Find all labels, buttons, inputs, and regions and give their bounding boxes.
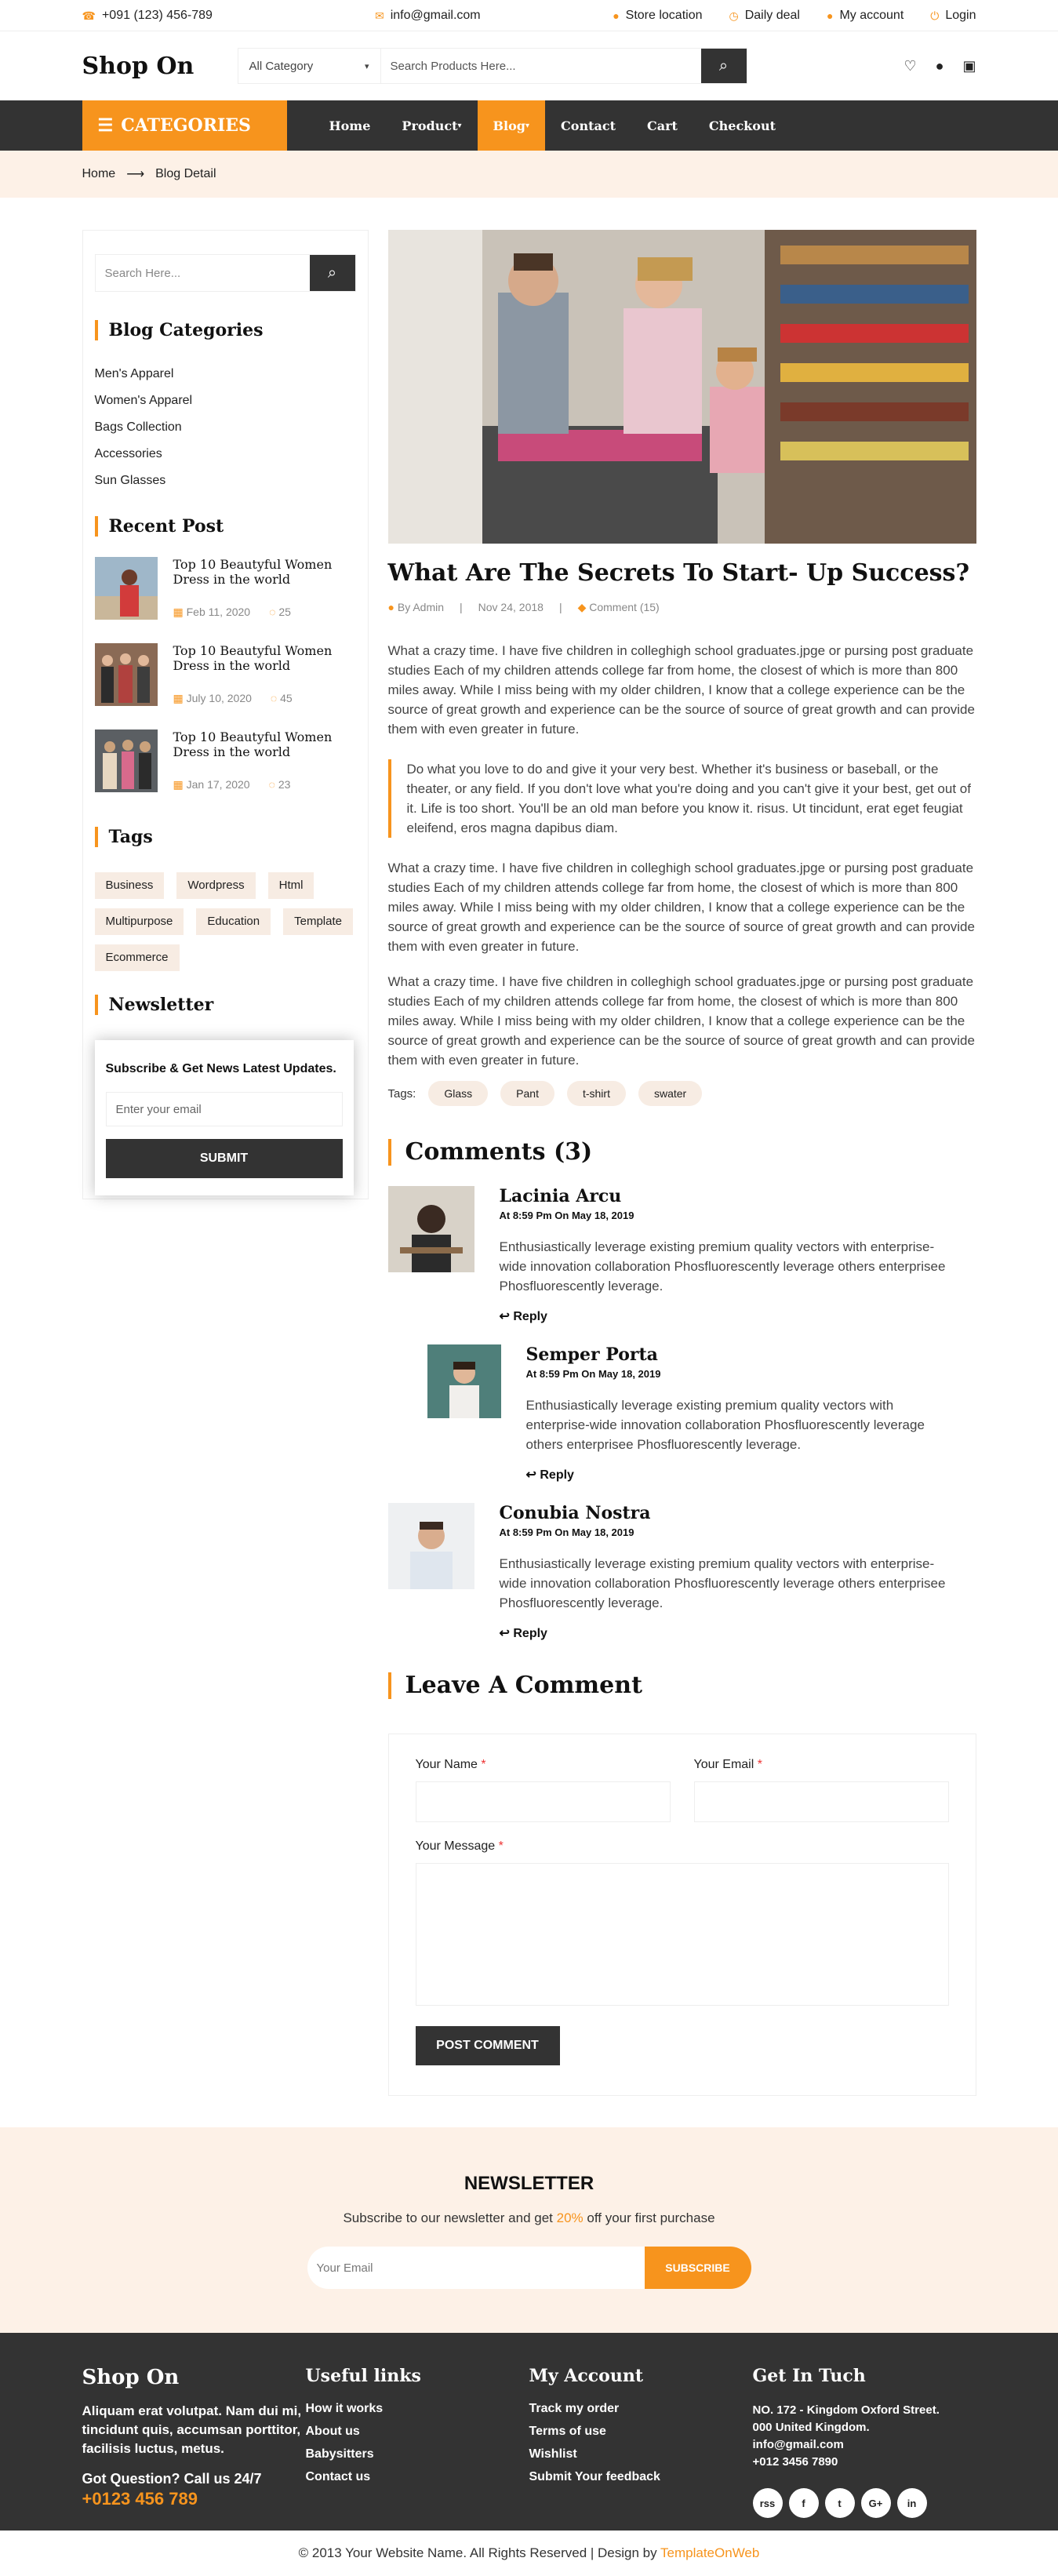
post-comments-text: Comment (15) bbox=[589, 601, 660, 613]
divider: | bbox=[558, 601, 562, 613]
recent-post-comment-count: 45 bbox=[280, 692, 293, 704]
sidebar-newsletter-submit[interactable]: SUBMIT bbox=[106, 1139, 343, 1178]
newsletter-email-input[interactable]: Your Email bbox=[307, 2247, 645, 2289]
post-author-text: By Admin bbox=[397, 601, 444, 613]
phone-text: +091 (123) 456-789 bbox=[101, 9, 213, 22]
calendar-icon: ▦ bbox=[173, 606, 184, 618]
post-paragraph: What a crazy time. I have five children in colleghigh school graduates.jpge or pursing post graduate studies Each of my children attends college far from home, the closest of which is more than 800 miles away. While I miss being with my older children, I know that a college experience can be the source of great growth and experience can be the source of source of great growth and can provide them with even greater in future. bbox=[387, 643, 975, 737]
leave-comment-title: Leave A Comment bbox=[388, 1672, 976, 1699]
recent-post-date bbox=[173, 778, 250, 791]
message-label-text: Your Message bbox=[415, 1839, 496, 1853]
useful-links-title: Useful links bbox=[305, 2366, 421, 2386]
comment-icon: ◌ bbox=[270, 692, 278, 704]
envelope-icon: ✉ bbox=[374, 9, 384, 22]
comment-text: Enthusiastically leverage existing premium quality vectors with enterprise-wide innovation collaboration Phosfluorescently leverage others enterprisee Phosfluorescently leverage. bbox=[499, 1239, 946, 1293]
newsletter-text bbox=[0, 2210, 1058, 2226]
recent-post-date bbox=[173, 692, 252, 705]
footer-phone[interactable]: +0123 456 789 bbox=[82, 2489, 198, 2509]
avatar bbox=[388, 1503, 474, 1589]
comment-author: Conubia Nostra bbox=[499, 1503, 651, 1523]
footer-link[interactable]: Contact us bbox=[305, 2470, 371, 2483]
recent-post-comment-count: 23 bbox=[278, 778, 291, 791]
search-icon: ⌕ bbox=[718, 56, 729, 75]
email-text: info@gmail.com bbox=[390, 9, 481, 22]
daily-deal-label: Daily deal bbox=[744, 9, 800, 22]
sidebar-search-button[interactable] bbox=[310, 255, 355, 291]
heart-icon[interactable]: ♡ bbox=[903, 57, 917, 74]
login-label: Login bbox=[945, 9, 976, 22]
sidebar-category[interactable]: Men's Apparel bbox=[94, 367, 174, 380]
search-icon: ⌕ bbox=[327, 264, 337, 282]
post-tag[interactable]: Pant bbox=[500, 1081, 554, 1106]
breadcrumb bbox=[0, 151, 1058, 198]
recent-post-comments bbox=[271, 692, 293, 705]
recent-post-title[interactable]: Top 10 Beautyful Women Dress in the world bbox=[173, 643, 333, 673]
newsletter-title: Newsletter bbox=[95, 995, 356, 1015]
newsletter-heading: NEWSLETTER bbox=[464, 2173, 594, 2194]
sidebar-search bbox=[95, 254, 356, 292]
recent-post-comments bbox=[269, 778, 291, 791]
top-bar bbox=[0, 0, 1058, 31]
comment-date: At 8:59 Pm On May 18, 2019 bbox=[499, 1210, 634, 1221]
sidebar-category[interactable]: Bags Collection bbox=[94, 420, 182, 434]
footer-link[interactable]: Track my order bbox=[529, 2402, 620, 2415]
arrow-right-icon: ⟶ bbox=[126, 168, 145, 181]
newsletter-section bbox=[0, 2127, 1058, 2333]
recent-post-thumb bbox=[95, 557, 158, 620]
my-account-label: My account bbox=[839, 9, 904, 22]
post-comments bbox=[578, 601, 660, 614]
recent-post-date-text: Jan 17, 2020 bbox=[186, 778, 250, 791]
avatar bbox=[388, 1186, 474, 1272]
recent-post[interactable] bbox=[95, 643, 356, 709]
footer-address bbox=[753, 2402, 976, 2471]
newsletter-text-after: off your first purchase bbox=[583, 2210, 715, 2225]
reply-button[interactable] bbox=[500, 1625, 954, 1641]
recent-post-date-text: Feb 11, 2020 bbox=[186, 606, 251, 618]
footer-email[interactable]: info@gmail.com bbox=[752, 2438, 844, 2451]
caret-down-icon: ▾ bbox=[525, 121, 530, 130]
recent-post[interactable] bbox=[95, 557, 356, 623]
post-meta bbox=[388, 601, 976, 614]
power-icon: ⏻ bbox=[930, 9, 940, 22]
post-hero-image bbox=[388, 230, 976, 544]
subscribe-button[interactable]: SUBSCRIBE bbox=[645, 2247, 751, 2289]
reply-button[interactable] bbox=[500, 1308, 954, 1324]
category-select[interactable] bbox=[238, 49, 381, 83]
recent-post-date-text: July 10, 2020 bbox=[186, 692, 252, 704]
divider: | bbox=[460, 601, 463, 613]
post-tag[interactable]: Glass bbox=[428, 1081, 488, 1106]
required-mark: * bbox=[481, 1758, 486, 1771]
tag-link[interactable]: Template bbox=[283, 908, 353, 935]
social-links bbox=[753, 2488, 976, 2518]
menu-icon: ☰ bbox=[97, 115, 114, 136]
footer-link[interactable]: About us bbox=[305, 2425, 360, 2438]
nav-blog-label: Blog bbox=[493, 118, 525, 133]
comment-author: Semper Porta bbox=[525, 1344, 658, 1365]
search-button[interactable] bbox=[701, 49, 747, 83]
footer-link[interactable]: Terms of use bbox=[529, 2425, 606, 2438]
header bbox=[0, 31, 1058, 100]
comment-item bbox=[388, 1503, 976, 1641]
calendar-icon: ▦ bbox=[173, 778, 184, 791]
message-field[interactable] bbox=[416, 1863, 949, 2006]
copyright-brand-link[interactable]: TemplateOnWeb bbox=[660, 2545, 760, 2560]
sidebar-category[interactable]: Sun Glasses bbox=[94, 474, 166, 487]
copyright-text: © 2013 Your Website Name. All Rights Reserved | Design by bbox=[298, 2545, 661, 2560]
rss-icon[interactable]: rss bbox=[753, 2488, 783, 2518]
product-search bbox=[238, 48, 747, 84]
post-paragraph: What a crazy time. I have five children in colleghigh school graduates.jpge or pursing post graduate studies Each of my children attends college far from home, the closest of which is more than 800 miles away. While I miss being with my older children, I know that a college experience can be the source of great growth and experience can be the source of source of great growth and can provide them with even greater in future. bbox=[387, 860, 975, 954]
recent-post-title[interactable]: Top 10 Beautyful Women Dress in the world bbox=[173, 557, 333, 587]
store-location-link[interactable] bbox=[613, 9, 702, 23]
category-select-value: All Category bbox=[249, 59, 314, 73]
tag-link[interactable]: Multipurpose bbox=[95, 908, 184, 935]
reply-label: Reply bbox=[513, 1627, 547, 1640]
email-field[interactable] bbox=[694, 1781, 949, 1822]
reply-icon: ↩ bbox=[499, 1310, 510, 1323]
breadcrumb-home[interactable]: Home bbox=[82, 167, 116, 180]
recent-post-comments bbox=[269, 606, 291, 619]
recent-post-title: Recent Post bbox=[95, 516, 356, 537]
sidebar-search-input[interactable]: Search Here... bbox=[104, 266, 181, 280]
post-tag[interactable]: t-shirt bbox=[567, 1081, 626, 1106]
comment-author: Lacinia Arcu bbox=[499, 1186, 622, 1206]
phone-info bbox=[82, 9, 213, 23]
reply-button[interactable] bbox=[526, 1467, 926, 1483]
post-tag[interactable]: swater bbox=[638, 1081, 702, 1106]
name-label-text: Your Name bbox=[415, 1758, 478, 1771]
daily-deal-link[interactable] bbox=[729, 9, 800, 23]
email-label-text: Your Email bbox=[693, 1758, 754, 1771]
comment-text: Enthusiastically leverage existing premium quality vectors with enterprise-wide innovation collaboration Phosfluorescently leverage others enterprisee Phosfluorescently leverage. bbox=[499, 1556, 946, 1610]
tag-link[interactable]: Wordpress bbox=[176, 872, 255, 899]
categories-label: CATEGORIES bbox=[121, 115, 251, 136]
name-label bbox=[416, 1758, 671, 1772]
footer bbox=[0, 2333, 1058, 2531]
twitter-icon[interactable]: t bbox=[825, 2488, 855, 2518]
footer-link[interactable]: Submit Your feedback bbox=[529, 2470, 660, 2483]
sidebar-category[interactable]: Women's Apparel bbox=[94, 394, 193, 407]
tag-link[interactable]: Business bbox=[95, 872, 165, 899]
footer-logo[interactable]: Shop On bbox=[82, 2366, 180, 2389]
main-nav bbox=[0, 100, 1058, 151]
breadcrumb-current: Blog Detail bbox=[155, 167, 216, 180]
chevron-down-icon: ▾ bbox=[364, 61, 369, 71]
nav-cart[interactable]: Cart bbox=[646, 118, 678, 133]
footer-link[interactable]: How it works bbox=[305, 2402, 384, 2415]
email-info bbox=[375, 9, 481, 23]
comments-title: Comments (3) bbox=[388, 1139, 976, 1166]
email-label bbox=[694, 1758, 949, 1772]
caret-down-icon: ▾ bbox=[457, 121, 462, 130]
post-quote: Do what you love to do and give it your very best. Whether it's business or baseball, or the theater, or any field. If you don't love what you're doing and you can't give it your best, get out of it. Life is too short. You'll be an old man before you know it. risus. Ut tincidunt, erat eget feugiat eleifend, eros magna dapibus diam. bbox=[388, 759, 976, 838]
tag-link[interactable]: Ecommerce bbox=[95, 944, 180, 971]
post-comment-button[interactable]: POST COMMENT bbox=[416, 2026, 560, 2065]
tags-title: Tags bbox=[95, 827, 356, 847]
facebook-icon[interactable]: f bbox=[789, 2488, 819, 2518]
address-line: NO. 172 - Kingdom Oxford Street. bbox=[752, 2403, 940, 2417]
post-date: Nov 24, 2018 bbox=[478, 601, 544, 613]
comment-date: At 8:59 Pm On May 18, 2019 bbox=[499, 1526, 634, 1538]
comment-item bbox=[427, 1344, 976, 1483]
footer-link[interactable]: Wishlist bbox=[529, 2447, 577, 2461]
store-location-label: Store location bbox=[625, 9, 703, 22]
post-title: What Are The Secrets To Start- Up Success? bbox=[387, 559, 970, 587]
name-field[interactable] bbox=[416, 1781, 671, 1822]
comment-date: At 8:59 Pm On May 18, 2019 bbox=[525, 1368, 661, 1380]
footer-contact-phone[interactable]: +012 3456 7890 bbox=[752, 2455, 838, 2469]
tag-link[interactable]: Html bbox=[268, 872, 314, 899]
logo[interactable]: Shop On bbox=[82, 52, 195, 80]
clock-icon: ◷ bbox=[729, 9, 739, 22]
search-input[interactable]: Search Products Here... bbox=[390, 59, 516, 73]
tag-link[interactable]: Education bbox=[196, 908, 271, 935]
comment-icon: ◆ bbox=[577, 601, 587, 613]
recent-post-thumb bbox=[95, 730, 158, 792]
recent-post-thumb bbox=[95, 643, 158, 706]
post-tags-label: Tags: bbox=[387, 1086, 416, 1101]
footer-link[interactable]: Babysitters bbox=[305, 2447, 374, 2461]
message-label bbox=[416, 1839, 949, 1854]
headset-icon: ☎ bbox=[82, 9, 96, 22]
post-author bbox=[388, 601, 445, 614]
bag-icon[interactable]: ▣ bbox=[962, 57, 976, 74]
get-in-touch-title: Get In Tuch bbox=[752, 2366, 866, 2386]
avatar bbox=[427, 1344, 501, 1418]
nav-home[interactable]: Home bbox=[329, 118, 371, 133]
categories-button[interactable] bbox=[82, 100, 287, 151]
reply-icon: ↩ bbox=[499, 1627, 510, 1640]
my-account-link[interactable] bbox=[827, 9, 903, 23]
nav-checkout[interactable]: Checkout bbox=[708, 118, 776, 133]
footer-description: Aliquam erat volutpat. Nam dui mi, tincidunt quis, accumsan porttitor, facilisis luctus, metus. bbox=[82, 2403, 302, 2456]
sidebar-newsletter bbox=[95, 1040, 354, 1195]
reply-icon: ↩ bbox=[525, 1468, 536, 1482]
user-icon: ● bbox=[387, 601, 394, 613]
required-mark: * bbox=[757, 1758, 762, 1771]
reply-label: Reply bbox=[540, 1468, 574, 1482]
nav-contact[interactable]: Contact bbox=[561, 118, 616, 133]
recent-post-comment-count: 25 bbox=[278, 606, 291, 618]
linkedin-icon[interactable]: in bbox=[897, 2488, 927, 2518]
copyright bbox=[0, 2531, 1058, 2576]
recent-post[interactable] bbox=[95, 730, 356, 795]
address-line: 000 United Kingdom. bbox=[752, 2421, 870, 2434]
comment-icon: ◌ bbox=[268, 778, 275, 791]
my-account-title: My Account bbox=[529, 2366, 643, 2386]
user-icon[interactable]: ● bbox=[935, 57, 944, 74]
comment-form bbox=[388, 1734, 976, 2096]
comment-item bbox=[388, 1186, 976, 1324]
recent-post-title[interactable]: Top 10 Beautyful Women Dress in the world bbox=[173, 730, 333, 759]
comment-text: Enthusiastically leverage existing premium quality vectors with enterprise-wide innovation collaboration Phosfluorescently leverage others enterprisee Phosfluorescently leverage. bbox=[525, 1398, 925, 1452]
map-pin-icon: ● bbox=[613, 9, 620, 22]
comment-icon: ◌ bbox=[269, 606, 276, 618]
sidebar bbox=[82, 230, 369, 1199]
nav-blog[interactable] bbox=[478, 100, 546, 151]
sidebar-category[interactable]: Accessories bbox=[94, 447, 162, 460]
sidebar-newsletter-email[interactable]: Enter your email bbox=[106, 1092, 343, 1126]
sidebar-newsletter-text: Subscribe & Get News Latest Updates. bbox=[105, 1062, 336, 1075]
user-icon: ● bbox=[826, 9, 834, 22]
recent-post-date bbox=[173, 606, 251, 619]
post-tags bbox=[388, 1081, 976, 1106]
newsletter-highlight: 20% bbox=[556, 2210, 584, 2225]
login-link[interactable] bbox=[930, 9, 976, 23]
newsletter-text-before: Subscribe to our newsletter and get bbox=[343, 2210, 557, 2225]
post-paragraph: What a crazy time. I have five children in colleghigh school graduates.jpge or pursing post graduate studies Each of my children attends college far from home, the closest of which is more than 800 miles away. While I miss being with my older children, I know that a college experience can be the source of great growth and experience can be the source of source of great growth and can provide them with even greater in future. bbox=[387, 974, 975, 1068]
google-plus-icon[interactable]: G+ bbox=[861, 2488, 891, 2518]
blog-categories-title: Blog Categories bbox=[95, 320, 356, 340]
required-mark: * bbox=[498, 1839, 504, 1853]
nav-product-label: Product bbox=[402, 118, 458, 133]
post-content bbox=[388, 230, 976, 2096]
footer-question: Got Question? Call us 24/7 bbox=[82, 2471, 262, 2487]
reply-label: Reply bbox=[513, 1310, 547, 1323]
calendar-icon: ▦ bbox=[173, 692, 184, 704]
nav-product[interactable] bbox=[386, 100, 477, 151]
